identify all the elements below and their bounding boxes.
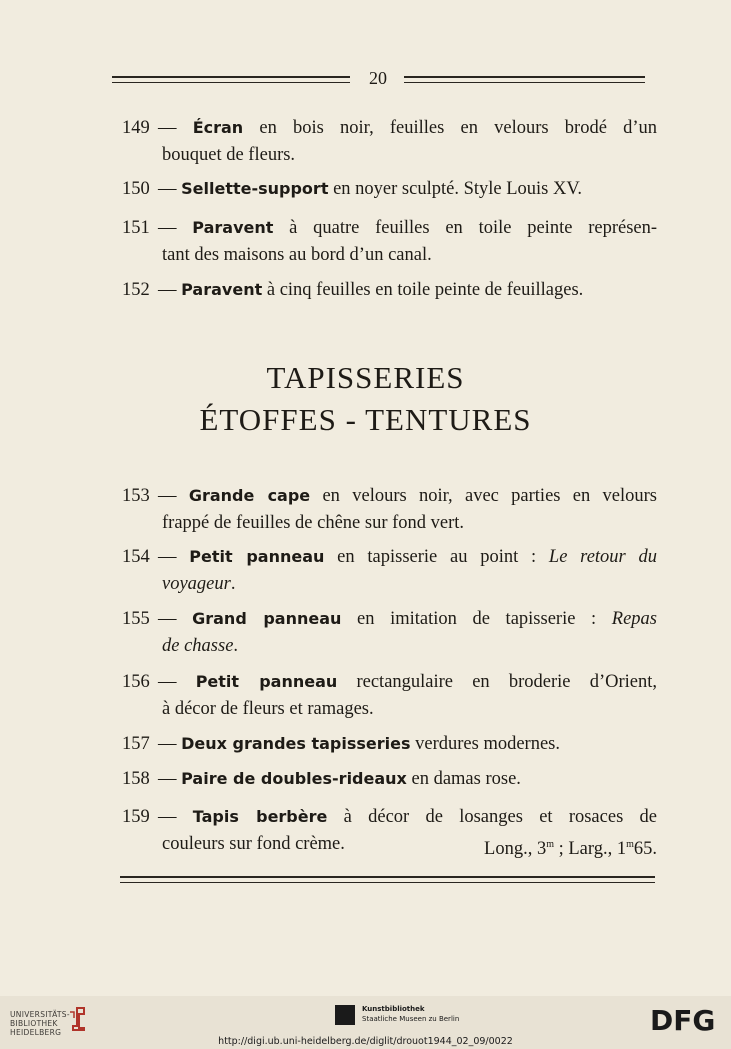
section-title-etoffes-tentures: ÉTOFFES - TENTURES: [199, 402, 532, 437]
dimensions: Long., 3$^m$ ; Larg., 1$^m$65.: [484, 839, 657, 860]
catalog-entry-159: 159 — Tapis berbère à décor de losanges et rosaces de couleurs sur fond crème. Long., 3$^m$ ; Larg., 1$^m$65.: [122, 803, 657, 863]
section-title-tapisseries: TAPISSERIES: [266, 360, 465, 395]
catalog-entry-156: 156 — Petit panneau rectangulaire en broderie d’Orient, à décor de fleurs et ramages.: [122, 672, 658, 719]
dfg-logo: DFG: [650, 1004, 716, 1037]
catalog-entry-152: 152 — Paravent à cinq feuilles en toile peinte de feuillages.: [122, 280, 584, 300]
header-rule-left: [112, 76, 350, 83]
kunstbibliothek-logo-icon: [335, 1005, 355, 1025]
catalog-entry-155: 155 — Grand panneau en imitation de tapisserie : Repas de chasse.: [122, 609, 657, 656]
source-url[interactable]: http://digi.ub.uni-heidelberg.de/diglit/drouot1944_02_09/0022: [218, 1036, 513, 1047]
catalog-entry-151: 151 — Paravent à quatre feuilles en toile peinte représen- tant des maisons au bord d’un canal.: [122, 218, 658, 265]
page-number: 20: [369, 68, 387, 88]
catalog-entry-158: 158 — Paire de doubles-rideaux en damas rose.: [122, 769, 521, 789]
heidelberg-logo-icon: [68, 1006, 86, 1032]
kunstbibliothek-label: Kunstbibliothek Staatliche Museen zu Berlin: [362, 1005, 460, 1023]
digitization-footer: [0, 996, 731, 1049]
catalog-entry-154: 154 — Petit panneau en tapisserie au point : Le retour du voyageur.: [122, 547, 658, 594]
heidelberg-library-label: UNIVERSITÄTS- BIBLIOTHEK HEIDELBERG: [10, 1010, 70, 1037]
catalog-entry-153: 153 — Grande cape en velours noir, avec parties en velours frappé de feuilles de chêne sur fond vert.: [122, 486, 658, 533]
header-rule-right: [404, 76, 645, 83]
footer-rule: [120, 876, 655, 883]
catalog-entry-150: 150 — Sellette-support en noyer sculpté. Style Louis XV.: [122, 179, 582, 199]
catalog-entry-149: 149 — Écran en bois noir, feuilles en velours brodé d’un bouquet de fleurs.: [122, 118, 657, 165]
catalog-entry-157: 157 — Deux grandes tapisseries verdures modernes.: [122, 734, 560, 754]
